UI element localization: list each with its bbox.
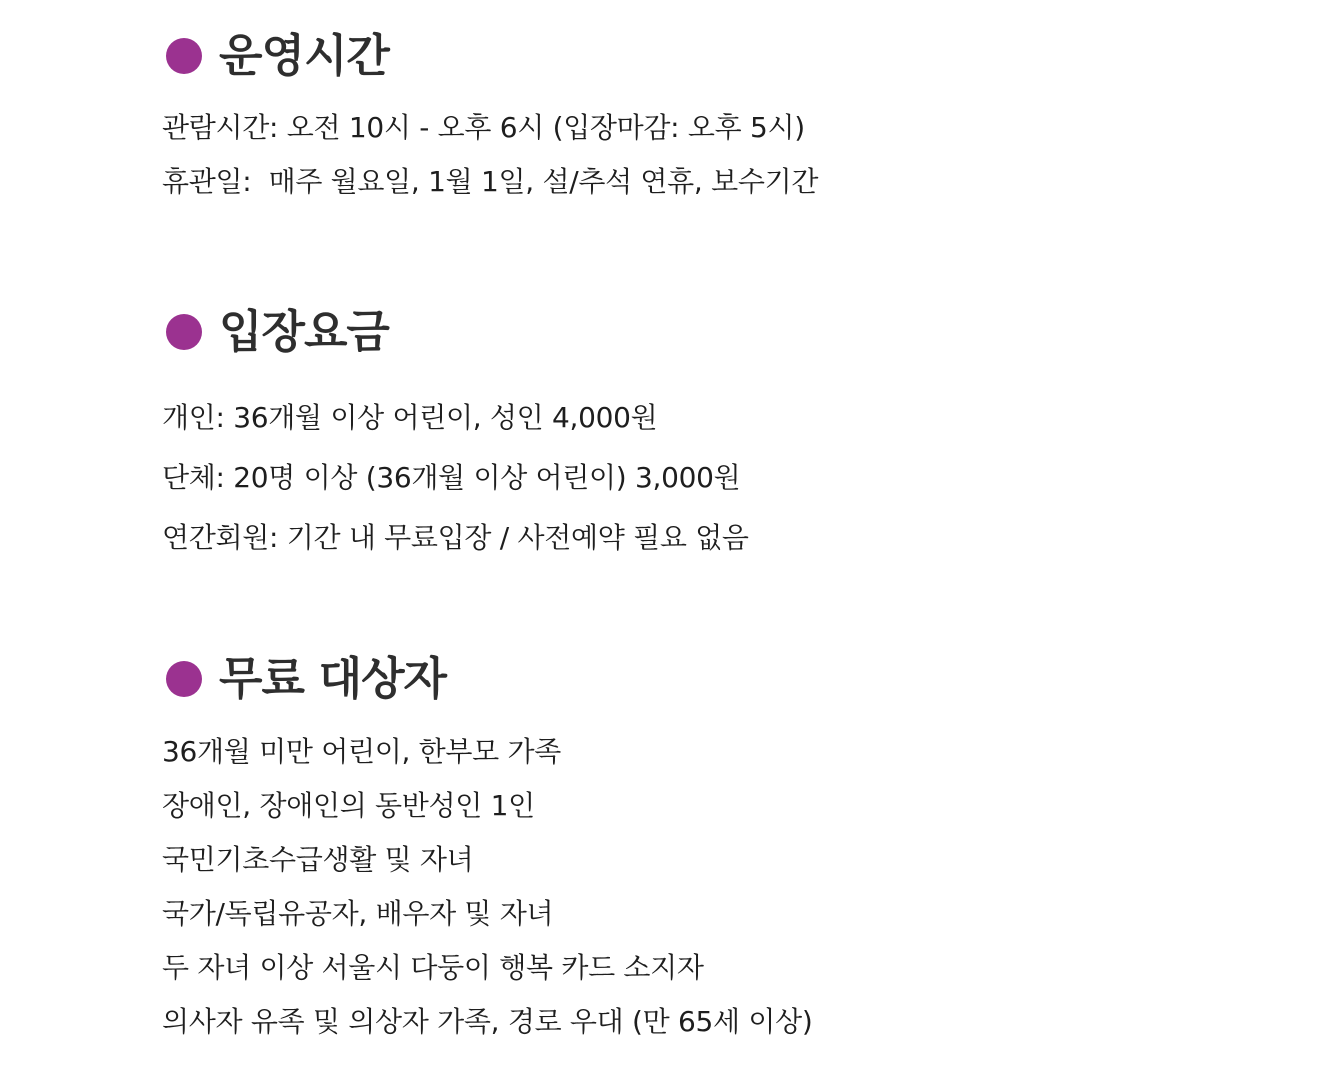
free-item-text: 36개월 미만 어린이, 한부모 가족: [162, 735, 562, 768]
bullet-dot-icon: [166, 661, 202, 697]
bullet-dot-icon: [166, 314, 202, 350]
fee-group-text: 단체: 20명 이상 (36개월 이상 어린이) 3,000원: [162, 461, 741, 494]
fee-list: [162, 388, 749, 568]
hours-list: [162, 101, 818, 209]
heading-admission-fee: 입장요금: [219, 305, 389, 358]
section-heading: [166, 302, 749, 362]
fee-annual-member-text: 연간회원: 기간 내 무료입장 / 사전예약 필요 없음: [162, 521, 749, 554]
viewing-hours-text: 관람시간: 오전 10시 - 오후 6시 (입장마감: 오후 5시): [162, 111, 805, 144]
heading-free-admission: 무료 대상자: [219, 652, 447, 705]
free-item-text: 장애인, 장애인의 동반성인 1인: [162, 789, 535, 822]
section-admission-fee: [162, 302, 749, 568]
fee-individual-text: 개인: 36개월 이상 어린이, 성인 4,000원: [162, 401, 658, 434]
section-operating-hours: [162, 26, 818, 209]
closed-days-text: 휴관일: 매주 월요일, 1월 1일, 설/추석 연휴, 보수기간: [162, 165, 819, 198]
free-item-text: 국가/독립유공자, 배우자 및 자녀: [162, 897, 554, 930]
section-heading: [166, 649, 813, 709]
section-free-admission: [162, 649, 813, 1049]
bullet-dot-icon: [166, 38, 202, 74]
free-item-text: 국민기초수급생활 및 자녀: [162, 843, 474, 876]
free-item-text: 의사자 유족 및 의상자 가족, 경로 우대 (만 65세 이상): [162, 1005, 813, 1038]
free-admission-list: [162, 725, 813, 1049]
free-item-text: 두 자녀 이상 서울시 다둥이 행복 카드 소지자: [162, 951, 704, 984]
heading-operating-hours: 운영시간: [219, 29, 389, 82]
section-heading: [166, 26, 818, 86]
